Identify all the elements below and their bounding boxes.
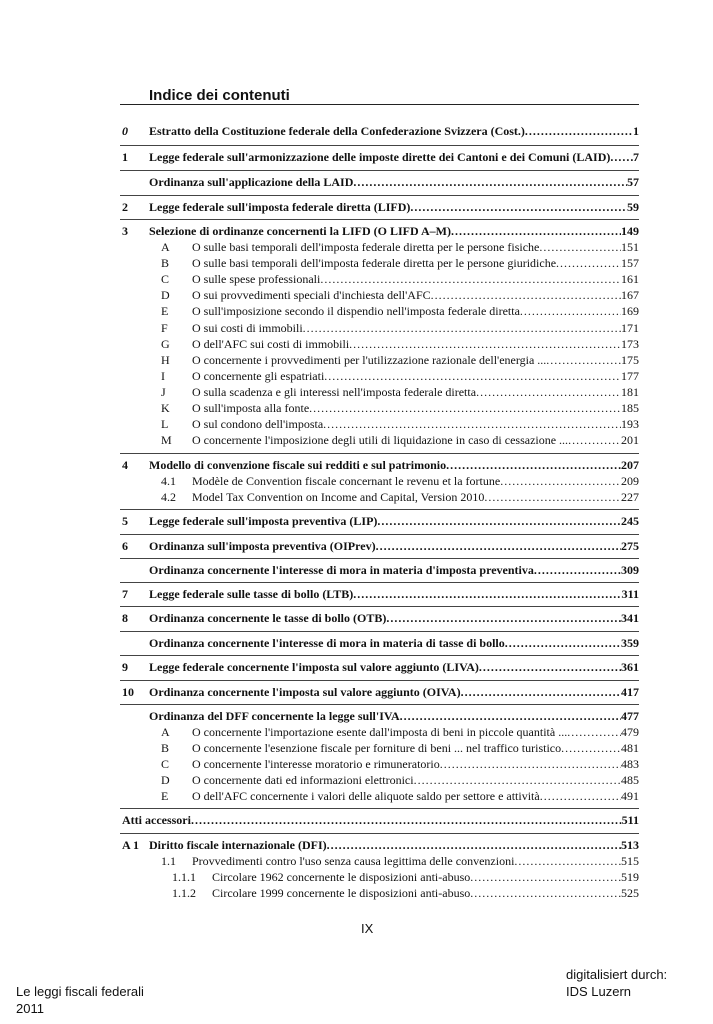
toc-entry-title: O sulle basi temporali dell'imposta federale diretta per le persone giuridiche — [192, 256, 557, 270]
toc-entry-title: Ordinanza concernente le tasse di bollo (OTB) — [149, 611, 387, 625]
toc-entry-title: Legge federale concernente l'imposta sul valore aggiunto (LIVA) — [149, 660, 479, 674]
section-rule — [120, 655, 639, 656]
toc-entry-title: Legge federale sulle tasse di bollo (LTB) — [149, 587, 354, 601]
toc-entry-leader-dots — [353, 175, 627, 189]
toc-entry-title: O concernente gli espatriati — [192, 369, 325, 383]
toc-entry-page: 157 — [621, 256, 639, 270]
toc-entry-title: Modello di convenzione fiscale sui redditi e sul patrimonio — [149, 458, 447, 472]
toc-entry-page: 519 — [621, 870, 639, 884]
toc-entry-leader-dots — [525, 124, 633, 138]
toc-entry-number: 10 — [122, 685, 134, 699]
toc-entry-page: 167 — [621, 288, 639, 302]
toc-entry-page: 309 — [621, 563, 639, 577]
toc-entry-number: B — [161, 256, 170, 270]
toc-entry-leader-dots — [567, 725, 621, 739]
toc-entry-number: 1.1.1 — [172, 870, 196, 884]
toc-entry-title: O sulle spese professionali — [192, 272, 321, 286]
section-rule — [120, 509, 639, 510]
page-number: IX — [361, 921, 374, 936]
toc-entry-title: Circolare 1962 concernente le disposizioni anti-abuso — [212, 870, 471, 884]
toc-entry-number: 8 — [122, 611, 128, 625]
toc-entry-page: 161 — [621, 272, 639, 286]
toc-entry-title: O dell'AFC concernente i valori delle aliquote saldo per settore e attività — [192, 789, 540, 803]
toc-entry-page: 193 — [621, 417, 639, 431]
toc-entry-number: J — [161, 385, 166, 399]
toc-entry-leader-dots — [514, 854, 621, 868]
toc-entry-page: 175 — [621, 353, 639, 367]
toc-entry-leader-dots — [568, 433, 621, 447]
toc-entry-title: Ordinanza concernente l'imposta sul valore aggiunto (OIVA) — [149, 685, 461, 699]
section-rule — [120, 145, 639, 146]
toc-entry-leader-dots — [520, 304, 621, 318]
footer-left-line-2: 2011 — [16, 1001, 44, 1016]
toc-entry-leader-dots — [327, 838, 621, 852]
toc-entry-page: 361 — [621, 660, 639, 674]
toc-entry-leader-dots — [556, 256, 621, 270]
toc-entry-page: 483 — [621, 757, 639, 771]
toc-entry-title: O concernente i provvedimenti per l'utilizzazione razionale dell'energia ... — [192, 353, 547, 367]
toc-entry-title: Modèle de Convention fiscale concernant le revenu et la fortune — [192, 474, 501, 488]
toc-entry-leader-dots — [324, 369, 621, 383]
toc-entry-page: 151 — [621, 240, 639, 254]
section-rule — [120, 704, 639, 705]
toc-entry-number: 9 — [122, 660, 128, 674]
toc-entry-leader-dots — [540, 789, 621, 803]
toc-entry-page: 59 — [627, 200, 639, 214]
toc-entry-page: 359 — [621, 636, 639, 650]
toc-entry-title: O concernente l'interesse moratorio e rimuneratorio — [192, 757, 440, 771]
toc-entry-title: Legge federale sull'armonizzazione delle imposte dirette dei Cantoni e dei Comuni (LAID) — [149, 150, 611, 164]
toc-entry-title: Ordinanza concernente l'interesse di mora in materia d'imposta preventiva — [149, 563, 534, 577]
toc-entry-title: Ordinanza concernente l'interesse di mora in materia di tasse di bollo — [149, 636, 505, 650]
toc-entry-title: Ordinanza sull'imposta preventiva (OIPrev) — [149, 539, 376, 553]
toc-entry-leader-dots — [534, 563, 621, 577]
footer-left — [16, 983, 144, 1017]
section-rule — [120, 680, 639, 681]
toc-entry-leader-dots — [377, 514, 621, 528]
toc-entry-title: Circolare 1999 concernente le disposizioni anti-abuso — [212, 886, 471, 900]
toc-entry-page: 481 — [621, 741, 639, 755]
toc-entry-page: 227 — [621, 490, 639, 504]
toc-entry-leader-dots — [353, 587, 621, 601]
toc-entry-number: A — [161, 240, 170, 254]
section-rule — [120, 534, 639, 535]
toc-entry-leader-dots — [470, 870, 621, 884]
toc-entry-leader-dots — [386, 611, 621, 625]
toc-entry-title: O sulle basi temporali dell'imposta federale diretta per le persone fisiche — [192, 240, 540, 254]
toc-entry-leader-dots — [431, 288, 621, 302]
toc-entry-leader-dots — [470, 886, 621, 900]
toc-entry-title: Atti accessori — [122, 813, 191, 827]
toc-entry-leader-dots — [505, 636, 621, 650]
section-rule — [120, 219, 639, 220]
toc-entry-title: O sulla scadenza e gli interessi nell'imposta federale diretta — [192, 385, 477, 399]
toc-entry-leader-dots — [323, 417, 621, 431]
toc-entry-number: I — [161, 369, 165, 383]
toc-entry-number: 6 — [122, 539, 128, 553]
section-rule — [120, 631, 639, 632]
toc-entry-number: F — [161, 321, 168, 335]
toc-entry-number: 4.2 — [161, 490, 176, 504]
toc-entry-page: 1 — [633, 124, 639, 138]
toc-entry-page: 525 — [621, 886, 639, 900]
toc-entry-leader-dots — [410, 200, 627, 214]
toc-entry-page: 491 — [621, 789, 639, 803]
section-rule — [120, 558, 639, 559]
toc-entry-leader-dots — [461, 685, 621, 699]
toc-entry-title: O concernente l'imposizione degli utili di liquidazione in caso di cessazione ... — [192, 433, 569, 447]
toc-entry-title: Estratto della Costituzione federale della Confederazione Svizzera (Cost.) — [149, 124, 525, 138]
toc-entry-number: M — [161, 433, 172, 447]
toc-entry-leader-dots — [610, 150, 633, 164]
toc-entry-title: Selezione di ordinanze concernenti la LIFD (O LIFD A–M) — [149, 224, 451, 238]
toc-entry-number: 5 — [122, 514, 128, 528]
footer-left-line-1: Le leggi fiscali federali — [16, 984, 144, 999]
toc-entry-title: O sui provvedimenti speciali d'inchiesta dell'AFC — [192, 288, 431, 302]
toc-entry-page: 245 — [621, 514, 639, 528]
toc-entry-number: 1.1 — [161, 854, 176, 868]
toc-entry-title: O sui costi di immobili — [192, 321, 303, 335]
toc-entry-number: 1.1.2 — [172, 886, 196, 900]
section-rule — [120, 170, 639, 171]
toc-entry-leader-dots — [546, 353, 621, 367]
title-rule — [120, 104, 639, 105]
toc-entry-leader-dots — [320, 272, 621, 286]
section-rule — [120, 195, 639, 196]
toc-entry-number: 4.1 — [161, 474, 176, 488]
section-rule — [120, 453, 639, 454]
toc-entry-title: Legge federale sull'imposta preventiva (LIP) — [149, 514, 378, 528]
toc-entry-number: E — [161, 789, 169, 803]
toc-entry-leader-dots — [539, 240, 621, 254]
toc-entry-number: D — [161, 288, 170, 302]
toc-entry-page: 479 — [621, 725, 639, 739]
toc-entry-title: O sul condono dell'imposta — [192, 417, 324, 431]
toc-entry-title: O sull'imposta alla fonte — [192, 401, 310, 415]
toc-entry-leader-dots — [484, 490, 621, 504]
toc-entry-page: 209 — [621, 474, 639, 488]
toc-entry-page: 477 — [621, 709, 639, 723]
page-title: Indice dei contenuti — [149, 87, 290, 104]
toc-entry-leader-dots — [400, 709, 621, 723]
toc-entry-number: H — [161, 353, 170, 367]
toc-entry-number: L — [161, 417, 169, 431]
toc-entry-leader-dots — [479, 660, 621, 674]
toc-entry-title: O concernente dati ed informazioni elettronici — [192, 773, 414, 787]
toc-entry-page: 513 — [621, 838, 639, 852]
toc-entry-number: 0 — [122, 124, 128, 138]
toc-entry-page: 341 — [621, 611, 639, 625]
toc-entry-page: 417 — [621, 685, 639, 699]
toc-entry-number: E — [161, 304, 169, 318]
toc-entry-leader-dots — [451, 224, 621, 238]
toc-entry-title: Ordinanza sull'applicazione della LAID — [149, 175, 354, 189]
toc-entry-number: 7 — [122, 587, 128, 601]
toc-entry-leader-dots — [440, 757, 621, 771]
toc-entry-title: Ordinanza del DFF concernente la legge sull'IVA — [149, 709, 400, 723]
footer-right — [566, 966, 667, 1000]
toc-entry-title: Diritto fiscale internazionale (DFI) — [149, 838, 327, 852]
toc-entry-number: 2 — [122, 200, 128, 214]
toc-entry-title: O concernente l'importazione esente dall'imposta di beni in piccole quantità ... — [192, 725, 568, 739]
toc-entry-number: D — [161, 773, 170, 787]
toc-entry-page: 515 — [621, 854, 639, 868]
toc-entry-page: 311 — [621, 587, 639, 601]
toc-entry-page: 7 — [633, 150, 639, 164]
toc-entry-number: G — [161, 337, 170, 351]
toc-entry-number: B — [161, 741, 170, 755]
toc-entry-number: 1 — [122, 150, 128, 164]
toc-entry-title: Model Tax Convention on Income and Capital, Version 2010 — [192, 490, 485, 504]
toc-entry-leader-dots — [414, 773, 621, 787]
toc-entry-leader-dots — [561, 741, 621, 755]
toc-entry-page: 207 — [621, 458, 639, 472]
toc-entry-page: 57 — [627, 175, 639, 189]
footer-right-line-2: IDS Luzern — [566, 984, 632, 999]
toc-entry-page: 181 — [621, 385, 639, 399]
toc-entry-page: 511 — [621, 813, 639, 827]
toc-entry-leader-dots — [476, 385, 621, 399]
toc-entry-number: A 1 — [122, 838, 140, 852]
section-rule — [120, 833, 639, 834]
toc-entry-page: 485 — [621, 773, 639, 787]
toc-entry-number: A — [161, 725, 170, 739]
toc-entry-leader-dots — [303, 321, 621, 335]
toc-entry-page: 275 — [621, 539, 639, 553]
toc-entry-number: C — [161, 272, 170, 286]
toc-entry-number: 3 — [122, 224, 128, 238]
section-rule — [120, 582, 639, 583]
toc-entry-leader-dots — [446, 458, 621, 472]
toc-entry-page: 169 — [621, 304, 639, 318]
toc-entry-number: K — [161, 401, 170, 415]
toc-entry-page: 149 — [621, 224, 639, 238]
toc-entry-number: 4 — [122, 458, 128, 472]
toc-entry-page: 171 — [621, 321, 639, 335]
toc-entry-leader-dots — [349, 337, 621, 351]
toc-entry-leader-dots — [191, 813, 622, 827]
toc-entry-leader-dots — [376, 539, 621, 553]
toc-entry-title: Legge federale sull'imposta federale diretta (LIFD) — [149, 200, 411, 214]
toc-entry-leader-dots — [309, 401, 621, 415]
toc-entry-number: C — [161, 757, 170, 771]
toc-entry-page: 185 — [621, 401, 639, 415]
toc-entry-leader-dots — [500, 474, 621, 488]
toc-entry-title: O dell'AFC sui costi di immobili — [192, 337, 350, 351]
footer-right-line-1: digitalisiert durch: — [566, 967, 668, 982]
toc-entry-title: Provvedimenti contro l'uso senza causa legittima delle convenzioni — [192, 854, 515, 868]
toc-entry-title: O concernente l'esenzione fiscale per forniture di beni ... nel traffico turistico — [192, 741, 562, 755]
toc-entry-title: O sull'imposizione secondo il dispendio nell'imposta federale diretta — [192, 304, 520, 318]
toc-entry-page: 201 — [621, 433, 639, 447]
section-rule — [120, 606, 639, 607]
toc-entry-page: 177 — [621, 369, 639, 383]
toc-entry-page: 173 — [621, 337, 639, 351]
section-rule — [120, 808, 639, 809]
